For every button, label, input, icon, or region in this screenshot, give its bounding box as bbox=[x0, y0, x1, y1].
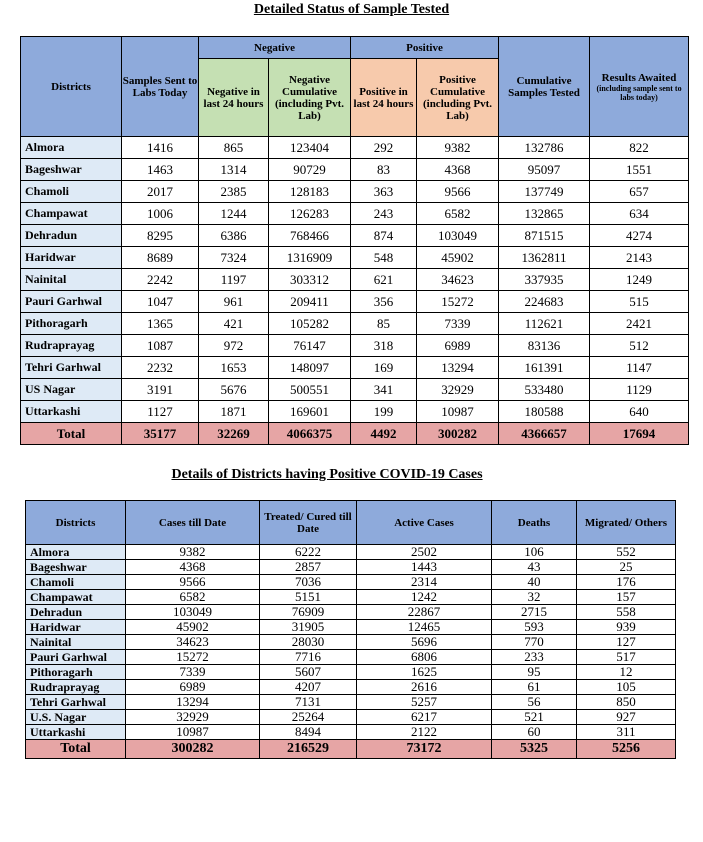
total-district: Total bbox=[21, 423, 122, 445]
cell-neg-24: 1197 bbox=[199, 269, 269, 291]
table-row bbox=[21, 313, 689, 335]
cell-pos-cum: 4368 bbox=[417, 159, 499, 181]
cell-neg-24: 972 bbox=[199, 335, 269, 357]
table-row bbox=[21, 379, 689, 401]
table-row bbox=[26, 665, 676, 680]
total-pos-24: 4492 bbox=[351, 423, 417, 445]
cell-pos-cum: 15272 bbox=[417, 291, 499, 313]
total-row bbox=[26, 740, 676, 759]
cell-active: 1625 bbox=[357, 665, 492, 680]
cell-cases: 34623 bbox=[126, 635, 260, 650]
cell-pos-24: 341 bbox=[351, 379, 417, 401]
cell-pos-cum: 45902 bbox=[417, 247, 499, 269]
cell-neg-24: 961 bbox=[199, 291, 269, 313]
cell-deaths: 43 bbox=[492, 560, 577, 575]
cell-district: Haridwar bbox=[21, 247, 122, 269]
table-row bbox=[21, 335, 689, 357]
header-cumulative: Cumulative Samples Tested bbox=[499, 37, 590, 137]
cell-deaths: 106 bbox=[492, 545, 577, 560]
cell-district: Dehradun bbox=[21, 225, 122, 247]
cell-district: Almora bbox=[21, 137, 122, 159]
cell-active: 2616 bbox=[357, 680, 492, 695]
cell-cured: 5151 bbox=[260, 590, 357, 605]
table-row bbox=[21, 401, 689, 423]
cell-samples-sent: 1006 bbox=[122, 203, 199, 225]
cell-awaited: 515 bbox=[590, 291, 689, 313]
header-active-cases: Active Cases bbox=[357, 501, 492, 545]
header-districts: Districts bbox=[26, 501, 126, 545]
cell-migrated: 927 bbox=[577, 710, 676, 725]
cell-active: 5257 bbox=[357, 695, 492, 710]
cell-pos-cum: 10987 bbox=[417, 401, 499, 423]
cell-cumulative: 337935 bbox=[499, 269, 590, 291]
total-awaited: 17694 bbox=[590, 423, 689, 445]
cell-cases: 15272 bbox=[126, 650, 260, 665]
cell-migrated: 25 bbox=[577, 560, 676, 575]
cell-district: Nainital bbox=[21, 269, 122, 291]
table-row bbox=[21, 269, 689, 291]
cell-awaited: 640 bbox=[590, 401, 689, 423]
table-row bbox=[26, 680, 676, 695]
cell-district: Pithoragarh bbox=[21, 313, 122, 335]
header-neg-24: Negative in last 24 hours bbox=[199, 59, 269, 137]
cell-migrated: 105 bbox=[577, 680, 676, 695]
cell-district: Uttarkashi bbox=[21, 401, 122, 423]
results-awaited-note: (including sample sent to labs today) bbox=[596, 83, 682, 102]
cell-pos-24: 243 bbox=[351, 203, 417, 225]
header-neg-cum: Negative Cumulative (including Pvt. Lab) bbox=[269, 59, 351, 137]
table-row bbox=[21, 291, 689, 313]
cell-active: 1242 bbox=[357, 590, 492, 605]
cell-cases: 10987 bbox=[126, 725, 260, 740]
cell-cumulative: 1362811 bbox=[499, 247, 590, 269]
cell-cases: 9382 bbox=[126, 545, 260, 560]
cell-cumulative: 871515 bbox=[499, 225, 590, 247]
cell-cases: 6989 bbox=[126, 680, 260, 695]
cell-cured: 4207 bbox=[260, 680, 357, 695]
header-samples-sent: Samples Sent to Labs Today bbox=[122, 37, 199, 137]
cell-district: US Nagar bbox=[21, 379, 122, 401]
total-active: 73172 bbox=[357, 740, 492, 759]
header-pos-24: Positive in last 24 hours bbox=[351, 59, 417, 137]
cell-awaited: 1551 bbox=[590, 159, 689, 181]
total-row bbox=[21, 423, 689, 445]
cell-samples-sent: 1127 bbox=[122, 401, 199, 423]
cell-migrated: 127 bbox=[577, 635, 676, 650]
total-neg-cum: 4066375 bbox=[269, 423, 351, 445]
cell-neg-cum: 105282 bbox=[269, 313, 351, 335]
cell-district: Pauri Garhwal bbox=[21, 291, 122, 313]
cell-pos-cum: 34623 bbox=[417, 269, 499, 291]
cell-neg-24: 865 bbox=[199, 137, 269, 159]
cell-district: Champawat bbox=[21, 203, 122, 225]
cell-neg-24: 2385 bbox=[199, 181, 269, 203]
cell-deaths: 2715 bbox=[492, 605, 577, 620]
cell-cases: 6582 bbox=[126, 590, 260, 605]
cell-cumulative: 533480 bbox=[499, 379, 590, 401]
table-row bbox=[21, 357, 689, 379]
cell-district: Bageshwar bbox=[21, 159, 122, 181]
cell-migrated: 552 bbox=[577, 545, 676, 560]
cell-migrated: 157 bbox=[577, 590, 676, 605]
cell-neg-cum: 76147 bbox=[269, 335, 351, 357]
cell-neg-cum: 90729 bbox=[269, 159, 351, 181]
cell-active: 1443 bbox=[357, 560, 492, 575]
cell-cases: 13294 bbox=[126, 695, 260, 710]
cell-pos-24: 83 bbox=[351, 159, 417, 181]
cell-pos-cum: 6582 bbox=[417, 203, 499, 225]
cell-awaited: 512 bbox=[590, 335, 689, 357]
cell-pos-24: 356 bbox=[351, 291, 417, 313]
cell-pos-cum: 9566 bbox=[417, 181, 499, 203]
table-row bbox=[21, 203, 689, 225]
header-cases-till-date: Cases till Date bbox=[126, 501, 260, 545]
cell-cases: 103049 bbox=[126, 605, 260, 620]
cell-district: Dehradun bbox=[26, 605, 126, 620]
cell-neg-24: 7324 bbox=[199, 247, 269, 269]
header-districts: Districts bbox=[21, 37, 122, 137]
cell-pos-cum: 32929 bbox=[417, 379, 499, 401]
table-row bbox=[26, 650, 676, 665]
cell-samples-sent: 2242 bbox=[122, 269, 199, 291]
table-row bbox=[26, 635, 676, 650]
table-row bbox=[21, 159, 689, 181]
cell-active: 12465 bbox=[357, 620, 492, 635]
table-row bbox=[26, 695, 676, 710]
cell-district: Nainital bbox=[26, 635, 126, 650]
cell-district: Rudraprayag bbox=[26, 680, 126, 695]
cell-samples-sent: 8689 bbox=[122, 247, 199, 269]
cell-neg-24: 421 bbox=[199, 313, 269, 335]
table-row bbox=[21, 247, 689, 269]
cell-neg-24: 1653 bbox=[199, 357, 269, 379]
header-treated-cured-till-date: Treated/ Cured till Date bbox=[260, 501, 357, 545]
cell-samples-sent: 1087 bbox=[122, 335, 199, 357]
cell-neg-24: 5676 bbox=[199, 379, 269, 401]
cell-active: 6217 bbox=[357, 710, 492, 725]
cell-neg-cum: 768466 bbox=[269, 225, 351, 247]
cell-awaited: 657 bbox=[590, 181, 689, 203]
cell-cured: 76909 bbox=[260, 605, 357, 620]
cell-pos-cum: 103049 bbox=[417, 225, 499, 247]
cell-deaths: 40 bbox=[492, 575, 577, 590]
cell-district: U.S. Nagar bbox=[26, 710, 126, 725]
cell-cured: 25264 bbox=[260, 710, 357, 725]
header-results-awaited bbox=[590, 37, 689, 137]
cell-pos-24: 199 bbox=[351, 401, 417, 423]
cell-cured: 2857 bbox=[260, 560, 357, 575]
cell-district: Tehri Garhwal bbox=[21, 357, 122, 379]
cell-migrated: 12 bbox=[577, 665, 676, 680]
cell-cured: 5607 bbox=[260, 665, 357, 680]
cell-deaths: 593 bbox=[492, 620, 577, 635]
cell-pos-24: 292 bbox=[351, 137, 417, 159]
cell-cumulative: 83136 bbox=[499, 335, 590, 357]
header-negative-group: Negative bbox=[199, 37, 351, 59]
cell-neg-24: 6386 bbox=[199, 225, 269, 247]
table-row bbox=[26, 590, 676, 605]
cell-pos-cum: 9382 bbox=[417, 137, 499, 159]
cell-cumulative: 95097 bbox=[499, 159, 590, 181]
cell-district: Bageshwar bbox=[26, 560, 126, 575]
cell-cured: 6222 bbox=[260, 545, 357, 560]
cell-cured: 8494 bbox=[260, 725, 357, 740]
cell-deaths: 61 bbox=[492, 680, 577, 695]
header-deaths: Deaths bbox=[492, 501, 577, 545]
cell-migrated: 939 bbox=[577, 620, 676, 635]
cell-district: Pauri Garhwal bbox=[26, 650, 126, 665]
header-migrated-others: Migrated/ Others bbox=[577, 501, 676, 545]
positive-cases-title: Details of Districts having Positive COVID-19 Cases bbox=[171, 467, 483, 482]
header-pos-cum: Positive Cumulative (including Pvt. Lab) bbox=[417, 59, 499, 137]
cell-cured: 7131 bbox=[260, 695, 357, 710]
cell-neg-24: 1314 bbox=[199, 159, 269, 181]
cell-cases: 7339 bbox=[126, 665, 260, 680]
cell-pos-cum: 13294 bbox=[417, 357, 499, 379]
cell-deaths: 95 bbox=[492, 665, 577, 680]
cell-cases: 4368 bbox=[126, 560, 260, 575]
cell-samples-sent: 2232 bbox=[122, 357, 199, 379]
cell-district: Pithoragarh bbox=[26, 665, 126, 680]
cell-neg-cum: 123404 bbox=[269, 137, 351, 159]
total-pos-cum: 300282 bbox=[417, 423, 499, 445]
cell-neg-cum: 1316909 bbox=[269, 247, 351, 269]
table-row bbox=[26, 545, 676, 560]
cell-pos-24: 363 bbox=[351, 181, 417, 203]
cell-cured: 7036 bbox=[260, 575, 357, 590]
table-row bbox=[21, 181, 689, 203]
table-row bbox=[26, 710, 676, 725]
total-migrated: 5256 bbox=[577, 740, 676, 759]
cell-cases: 45902 bbox=[126, 620, 260, 635]
cell-district: Chamoli bbox=[21, 181, 122, 203]
cell-samples-sent: 2017 bbox=[122, 181, 199, 203]
cell-pos-24: 169 bbox=[351, 357, 417, 379]
cell-district: Champawat bbox=[26, 590, 126, 605]
cell-cumulative: 224683 bbox=[499, 291, 590, 313]
cell-cumulative: 132865 bbox=[499, 203, 590, 225]
cell-migrated: 558 bbox=[577, 605, 676, 620]
cell-cumulative: 180588 bbox=[499, 401, 590, 423]
total-cases: 300282 bbox=[126, 740, 260, 759]
cell-deaths: 770 bbox=[492, 635, 577, 650]
cell-pos-cum: 6989 bbox=[417, 335, 499, 357]
table-row bbox=[26, 725, 676, 740]
cell-active: 5696 bbox=[357, 635, 492, 650]
cell-neg-cum: 128183 bbox=[269, 181, 351, 203]
cell-migrated: 176 bbox=[577, 575, 676, 590]
cell-active: 22867 bbox=[357, 605, 492, 620]
cell-pos-24: 621 bbox=[351, 269, 417, 291]
cell-active: 2314 bbox=[357, 575, 492, 590]
cell-deaths: 60 bbox=[492, 725, 577, 740]
cell-cumulative: 112621 bbox=[499, 313, 590, 335]
cell-neg-24: 1871 bbox=[199, 401, 269, 423]
cell-pos-24: 318 bbox=[351, 335, 417, 357]
table-row bbox=[21, 137, 689, 159]
total-district: Total bbox=[26, 740, 126, 759]
cell-neg-cum: 303312 bbox=[269, 269, 351, 291]
cell-neg-cum: 148097 bbox=[269, 357, 351, 379]
cell-cumulative: 137749 bbox=[499, 181, 590, 203]
cell-active: 6806 bbox=[357, 650, 492, 665]
cell-samples-sent: 1047 bbox=[122, 291, 199, 313]
cell-cured: 31905 bbox=[260, 620, 357, 635]
total-cumulative: 4366657 bbox=[499, 423, 590, 445]
cell-neg-24: 1244 bbox=[199, 203, 269, 225]
table-row bbox=[26, 575, 676, 590]
cell-cured: 7716 bbox=[260, 650, 357, 665]
sample-status-title: Detailed Status of Sample Tested bbox=[253, 2, 450, 17]
cell-awaited: 2421 bbox=[590, 313, 689, 335]
cell-samples-sent: 1463 bbox=[122, 159, 199, 181]
cell-awaited: 2143 bbox=[590, 247, 689, 269]
positive-cases-table bbox=[25, 500, 676, 759]
cell-neg-cum: 126283 bbox=[269, 203, 351, 225]
cell-district: Chamoli bbox=[26, 575, 126, 590]
cell-cured: 28030 bbox=[260, 635, 357, 650]
header-positive-group: Positive bbox=[351, 37, 499, 59]
cell-deaths: 56 bbox=[492, 695, 577, 710]
cell-cumulative: 132786 bbox=[499, 137, 590, 159]
total-deaths: 5325 bbox=[492, 740, 577, 759]
total-neg-24: 32269 bbox=[199, 423, 269, 445]
total-cured: 216529 bbox=[260, 740, 357, 759]
cell-pos-24: 85 bbox=[351, 313, 417, 335]
cell-awaited: 1249 bbox=[590, 269, 689, 291]
total-samples-sent: 35177 bbox=[122, 423, 199, 445]
cell-district: Rudraprayag bbox=[21, 335, 122, 357]
table-row bbox=[26, 605, 676, 620]
cell-deaths: 521 bbox=[492, 710, 577, 725]
cell-awaited: 822 bbox=[590, 137, 689, 159]
cell-district: Uttarkashi bbox=[26, 725, 126, 740]
cell-active: 2502 bbox=[357, 545, 492, 560]
cell-migrated: 311 bbox=[577, 725, 676, 740]
cell-district: Almora bbox=[26, 545, 126, 560]
cell-neg-cum: 209411 bbox=[269, 291, 351, 313]
table-row bbox=[21, 225, 689, 247]
cell-active: 2122 bbox=[357, 725, 492, 740]
cell-awaited: 4274 bbox=[590, 225, 689, 247]
cell-neg-cum: 500551 bbox=[269, 379, 351, 401]
cell-deaths: 32 bbox=[492, 590, 577, 605]
cell-samples-sent: 3191 bbox=[122, 379, 199, 401]
cell-deaths: 233 bbox=[492, 650, 577, 665]
cell-migrated: 517 bbox=[577, 650, 676, 665]
cell-awaited: 1147 bbox=[590, 357, 689, 379]
cell-samples-sent: 1365 bbox=[122, 313, 199, 335]
cell-district: Haridwar bbox=[26, 620, 126, 635]
cell-migrated: 850 bbox=[577, 695, 676, 710]
results-awaited-label: Results Awaited bbox=[601, 71, 677, 84]
cell-cases: 9566 bbox=[126, 575, 260, 590]
cell-samples-sent: 1416 bbox=[122, 137, 199, 159]
cell-pos-24: 874 bbox=[351, 225, 417, 247]
cell-neg-cum: 169601 bbox=[269, 401, 351, 423]
cell-pos-cum: 7339 bbox=[417, 313, 499, 335]
sample-status-table bbox=[20, 36, 689, 445]
table-row bbox=[26, 620, 676, 635]
cell-cases: 32929 bbox=[126, 710, 260, 725]
cell-awaited: 634 bbox=[590, 203, 689, 225]
cell-awaited: 1129 bbox=[590, 379, 689, 401]
cell-pos-24: 548 bbox=[351, 247, 417, 269]
cell-samples-sent: 8295 bbox=[122, 225, 199, 247]
cell-district: Tehri Garhwal bbox=[26, 695, 126, 710]
table-row bbox=[26, 560, 676, 575]
cell-cumulative: 161391 bbox=[499, 357, 590, 379]
